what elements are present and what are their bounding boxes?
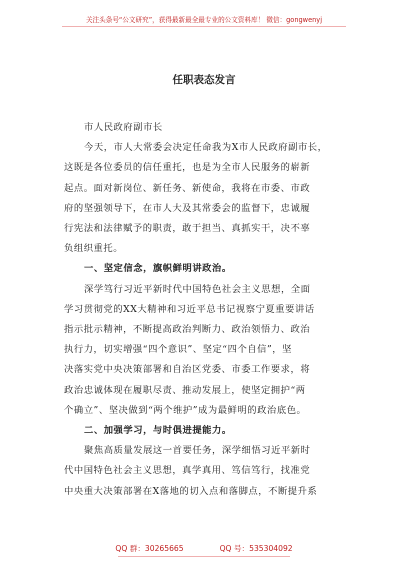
body-line: 府的坚强领导下，在市人大及其常委会的监督下，忠诚履 bbox=[64, 202, 311, 214]
footer-contact bbox=[0, 543, 408, 554]
document-body bbox=[64, 118, 354, 502]
section-heading: 一、坚定信念，旗帜鲜明讲政治。 bbox=[84, 263, 232, 275]
body-line: 指示批示精神，不断提高政治判断力、政治领悟力、政治 bbox=[64, 324, 311, 336]
body-line: 执行力，切实增强“四个意识”、坚定“四个自信”，坚 bbox=[64, 344, 292, 356]
header-divider bbox=[62, 26, 346, 27]
body-line: 起点。面对新岗位、新任务、新使命，我将在市委、市政 bbox=[64, 182, 311, 194]
footer-qq-group: QQ 群：30265665 bbox=[115, 544, 184, 553]
section-heading: 二、加强学习，与时俱进提能力。 bbox=[84, 425, 232, 437]
paragraph-lines bbox=[64, 138, 354, 502]
header-banner: 关注头条号“公文研究”，获得最新最全最专业的公文资料库！ 微信：gongwenyj bbox=[85, 16, 323, 24]
body-line: 聚焦高质量发展这一首要任务，深学细悟习近平新时 bbox=[84, 445, 311, 457]
document-title: 任职表态发言 bbox=[172, 74, 236, 86]
body-line: 这既是各位委员的信任重托，也是为全市人民服务的崭新 bbox=[64, 162, 311, 174]
body-line: 负组织重托。 bbox=[64, 243, 124, 255]
body-line: 个确立”、坚决做到“两个维护”成为最鲜明的政治底色。 bbox=[64, 404, 307, 416]
body-line: 政治忠诚体现在履职尽责、推动发展上，使坚定拥护“两 bbox=[64, 384, 306, 396]
body-line: 深学笃行习近平新时代中国特色社会主义思想，全面 bbox=[84, 283, 311, 295]
salutation: 市人民政府副市长 bbox=[84, 122, 163, 133]
footer-qq-number: QQ 号：535304092 bbox=[219, 544, 293, 553]
body-line: 学习贯彻党的XX大精神和习近平总书记视察宁夏重要讲话 bbox=[64, 303, 315, 315]
footer-divider bbox=[118, 556, 290, 557]
body-line: 决落实党中央决策部署和自治区党委、市委工作要求，将 bbox=[64, 364, 311, 376]
body-line: 中央重大决策部署在X落地的切入点和落脚点，不断提升系 bbox=[64, 485, 318, 497]
body-line: 今天，市人大常委会决定任命我为X市人民政府副市长， bbox=[84, 142, 328, 154]
body-line: 代中国特色社会主义思想，真学真用、笃信笃行，找准党 bbox=[64, 465, 311, 477]
body-line: 行宪法和法律赋予的职责，敢于担当、真抓实干，决不辜 bbox=[64, 223, 311, 235]
